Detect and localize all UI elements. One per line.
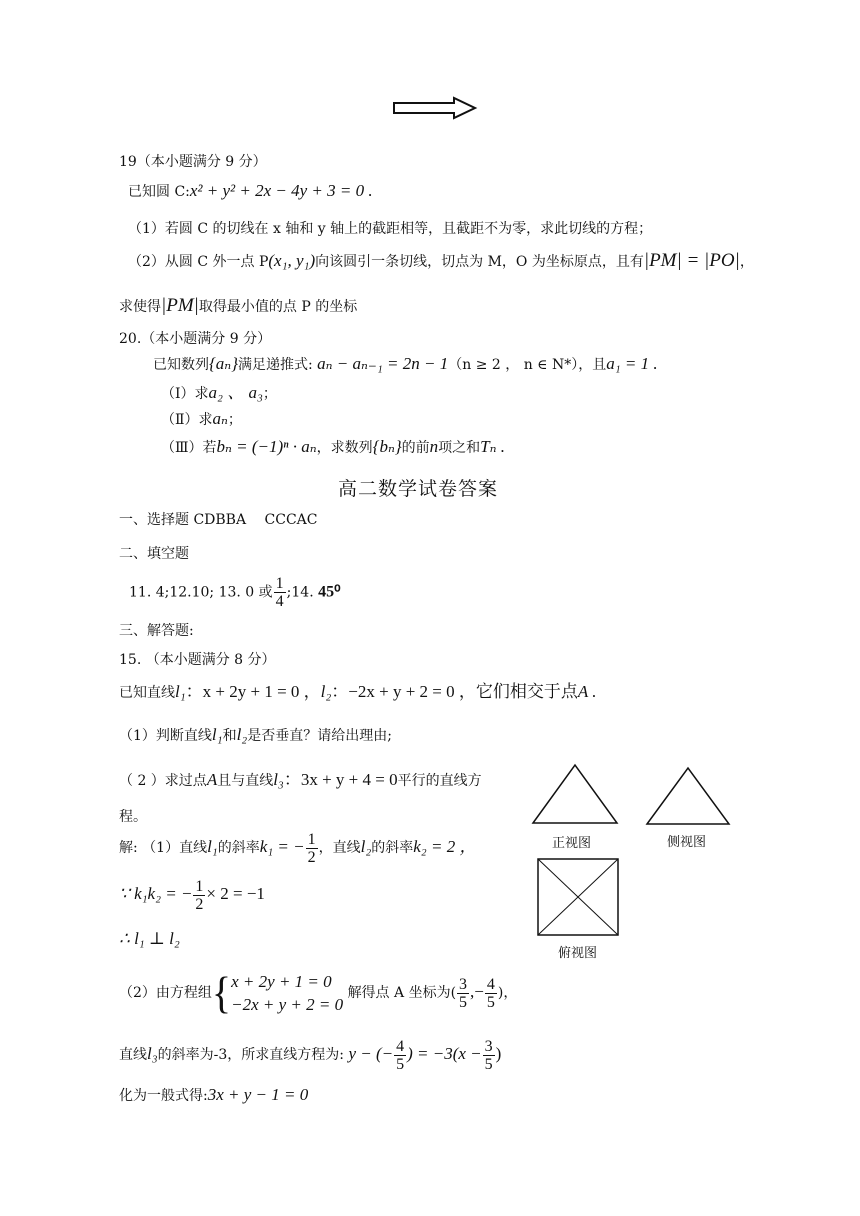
front-view-label: 正视图 [552,836,592,851]
top-view-square [536,857,620,937]
q20-part1: （Ⅰ）求a₂ 、 a₃； [161,383,277,402]
section-solve: 三、解答题: [119,623,194,639]
q19-title: 19（本小题满分 9 分） [119,154,267,170]
section-choice: 一、选择题 CDBBA CCCAC [119,512,318,528]
q19-part2-cont: 求使得|PM|取得最小值的点 P 的坐标 [119,295,358,316]
solution-therefore: ∴ l₁ ⊥ l₂ [119,929,180,948]
right-arrow-icon [392,96,478,120]
solution-step3: 直线l₃的斜率为-3，所求直线方程为: y − (− $\frac{4}{5}$ ) = −3(x − $\frac{3}{5}$ ) [119,1037,502,1073]
q20-given: 已知数列{aₙ}满足递推式: aₙ − aₙ₋₁ = 2n − 1（n ≥ 2 ， n ∈ N*），且a₁ = 1 . [153,354,658,373]
solution-step1: 解: （1）直线l₁的斜率k₁ = − $\frac{1}{2}$ ，直线l₂的斜率k₂ = 2 ， [119,830,477,866]
q15-given: 已知直线l₁：x + 2y + 1 = 0 ，l₂：−2x + y + 2 = 0 ，它们相交于点A . [119,682,597,701]
side-view-label: 侧视图 [667,835,707,850]
q20-part2: （Ⅱ）求aₙ； [161,409,242,428]
front-view-triangle [530,762,620,826]
side-view-triangle [644,765,732,827]
section-fill: 二、填空题 [119,546,189,562]
q19-part2: （2）从圆 C 外一点 P(x₁, y₁)向该圆引一条切线，切点为 M，O 为坐标原点，且有|PM| = |PO|， [128,250,754,271]
q15-part1: （1）判断直线l₁和l₂是否垂直？请给出理由; [119,725,392,744]
solution-step4: 化为一般式得:3x + y − 1 = 0 [119,1085,309,1104]
q15-part2-cont: 程。 [119,809,147,825]
q19-part1: （1）若圆 C 的切线在 x 轴和 y 轴上的截距相等，且截距不为零，求此切线的方程； [128,221,653,237]
solution-step2: （2）由方程组{ x + 2y + 1 = 0 −2x + y + 2 = 0 解得点 A 坐标为( $\frac{3}{5}$ ,− $\frac{4}{5}$ )， [119,967,518,1018]
solution-because: ∵ k₁k₂ = − $\frac{1}{2}$ × 2 = −1 [119,877,265,913]
q15-part2: （ 2 ）求过点A且与直线l₃：3x + y + 4 = 0平行的直线方 [119,770,482,789]
q20-title: 20.（本小题满分 9 分） [119,331,272,347]
top-view-label: 俯视图 [558,946,598,961]
answers-heading: 高二数学试卷答案 [338,478,499,500]
q20-part3: （Ⅲ）若bₙ = (−1)ⁿ · aₙ，求数列{bₙ}的前n项之和Tₙ . [161,437,506,456]
q15-title: 15. （本小题满分 8 分） [119,652,276,668]
q19-given: 已知圆 C:x² + y² + 2x − 4y + 3 = 0 . [128,181,373,200]
fill-answers: 11. 4;12.10; 13. 0 或 $\frac{1}{4}$ ;14. 45⁰ [129,575,341,610]
